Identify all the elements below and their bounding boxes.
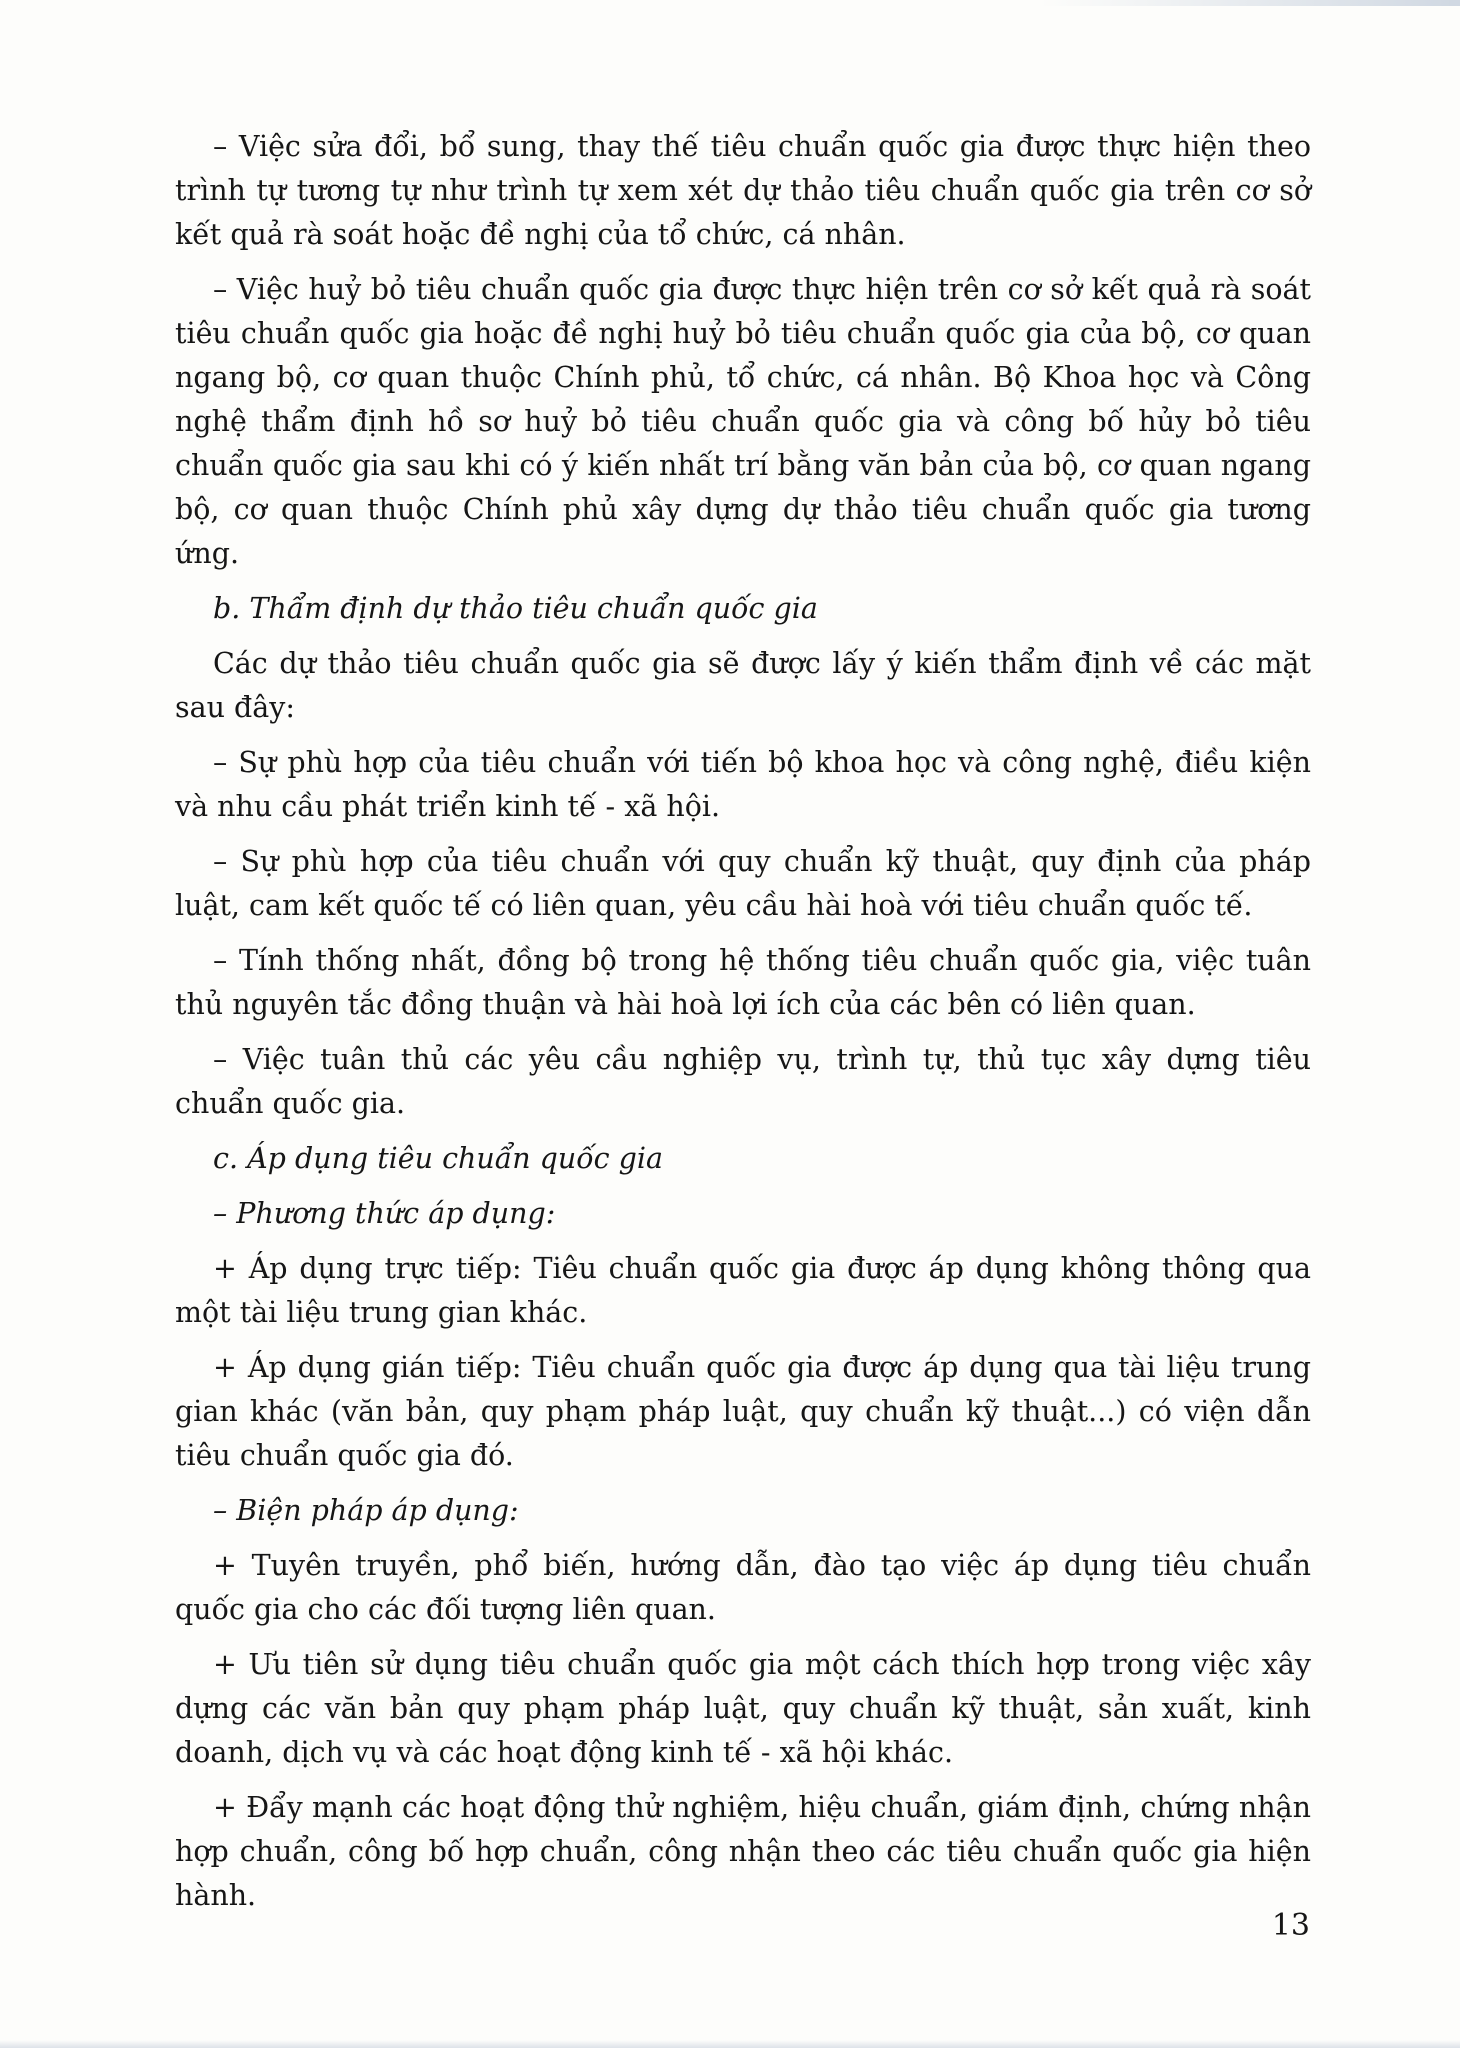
- paragraph-appraisal-intro: Các dự thảo tiêu chuẩn quốc gia sẽ được lấy ý kiến thẩm định về các mặt sau đây:: [175, 647, 1311, 724]
- page-number: 13: [1271, 1908, 1310, 1943]
- section-heading-b: b. Thẩm định dự thảo tiêu chuẩn quốc gia: [213, 592, 818, 625]
- paragraph-indirect-application: + Áp dụng gián tiếp: Tiêu chuẩn quốc gia được áp dụng qua tài liệu trung gian khác (văn bản, quy phạm pháp luật, quy chuẩn kỹ thuật...) có viện dẫn tiêu chuẩn quốc gia đó.: [175, 1351, 1311, 1472]
- paragraph-amend-standard: – Việc sửa đổi, bổ sung, thay thế tiêu chuẩn quốc gia được thực hiện theo trình tự tương tự như trình tự xem xét dự thảo tiêu chuẩn quốc gia trên cơ sở kết quả rà soát hoặc đề nghị của tổ chức, cá nhân.: [175, 130, 1311, 251]
- paragraph-cancel-standard: – Việc huỷ bỏ tiêu chuẩn quốc gia được thực hiện trên cơ sở kết quả rà soát tiêu chuẩn quốc gia hoặc đề nghị huỷ bỏ tiêu chuẩn quốc gia của bộ, cơ quan ngang bộ, cơ quan thuộc Chính phủ, tổ chức, cá nhân. Bộ Khoa học và Công nghệ thẩm định hồ sơ huỷ bỏ tiêu chuẩn quốc gia và công bố hủy bỏ tiêu chuẩn quốc gia sau khi có ý kiến nhất trí bằng văn bản của bộ, cơ quan ngang bộ, cơ quan thuộc Chính phủ xây dựng dự thảo tiêu chuẩn quốc gia tương ứng.: [175, 273, 1311, 570]
- subheading-application-method: – Phương thức áp dụng:: [213, 1197, 556, 1230]
- paragraph-appraisal-item-4: – Việc tuân thủ các yêu cầu nghiệp vụ, trình tự, thủ tục xây dựng tiêu chuẩn quốc gia.: [175, 1043, 1311, 1120]
- subheading-application-measures: – Biện pháp áp dụng:: [213, 1494, 519, 1527]
- paragraph-measure-3: + Đẩy mạnh các hoạt động thử nghiệm, hiệu chuẩn, giám định, chứng nhận hợp chuẩn, công bố hợp chuẩn, công nhận theo các tiêu chuẩn quốc gia hiện hành.: [175, 1791, 1311, 1912]
- paragraph-measure-2: + Ưu tiên sử dụng tiêu chuẩn quốc gia một cách thích hợp trong việc xây dựng các văn bản quy phạm pháp luật, quy chuẩn kỹ thuật, sản xuất, kinh doanh, dịch vụ và các hoạt động kinh tế - xã hội khác.: [175, 1648, 1311, 1769]
- paragraph-appraisal-item-1: – Sự phù hợp của tiêu chuẩn với tiến bộ khoa học và công nghệ, điều kiện và nhu cầu phát triển kinh tế - xã hội.: [175, 746, 1311, 823]
- scan-edge-bottom: [0, 2040, 1460, 2048]
- scan-edge-top: [1040, 0, 1460, 6]
- paragraph-direct-application: + Áp dụng trực tiếp: Tiêu chuẩn quốc gia được áp dụng không thông qua một tài liệu trung gian khác.: [175, 1252, 1311, 1329]
- paragraph-measure-1: + Tuyên truyền, phổ biến, hướng dẫn, đào tạo việc áp dụng tiêu chuẩn quốc gia cho các đối tượng liên quan.: [175, 1549, 1311, 1626]
- section-heading-c: c. Áp dụng tiêu chuẩn quốc gia: [213, 1142, 664, 1175]
- body-text: [175, 125, 1311, 1929]
- paragraph-appraisal-item-2: – Sự phù hợp của tiêu chuẩn với quy chuẩn kỹ thuật, quy định của pháp luật, cam kết quốc tế có liên quan, yêu cầu hài hoà với tiêu chuẩn quốc tế.: [175, 845, 1311, 922]
- paragraph-appraisal-item-3: – Tính thống nhất, đồng bộ trong hệ thống tiêu chuẩn quốc gia, việc tuân thủ nguyên tắc đồng thuận và hài hoà lợi ích của các bên có liên quan.: [175, 944, 1311, 1021]
